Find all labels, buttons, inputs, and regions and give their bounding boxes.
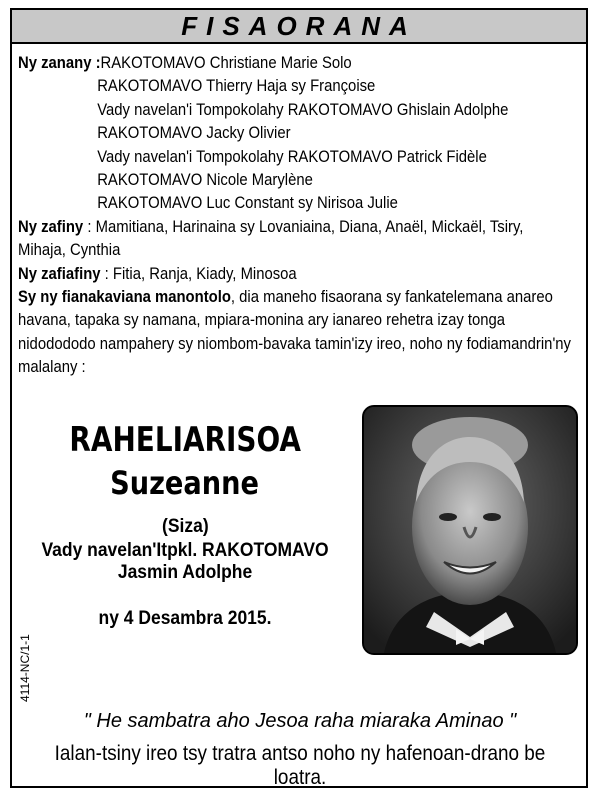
children-line-1: [18, 52, 584, 75]
deceased-block: [20, 420, 350, 630]
reference-code: 4114-NC/1-1: [18, 634, 32, 702]
death-date: ny 4 Desambra 2015.: [98, 608, 272, 629]
child-name: RAKOTOMAVO Jacky Olivier: [97, 124, 291, 143]
children-label: Ny zanany :: [18, 54, 101, 72]
child-name: Vady navelan'i Tompokolahy RAKOTOMAVO Patrick Fidèle: [97, 147, 487, 166]
child-name: RAKOTOMAVO Luc Constant sy Nirisoa Julie: [97, 194, 398, 213]
deceased-nickname: (Siza): [161, 516, 209, 537]
family-label: Sy ny fianakaviana manontolo: [18, 288, 231, 307]
great-grandchildren-label: Ny zafiafiny: [18, 264, 101, 283]
family-text: , dia maneho fisaorana sy fankatelemana anareo: [230, 288, 553, 307]
notice-title: FISAORANA: [181, 10, 417, 41]
grandchildren-line-1: [18, 216, 584, 239]
child-name: RAKOTOMAVO Christiane Marie Solo: [100, 54, 352, 72]
family-line-2: havana, tapaka sy namana, mpiara-monina ary ianareo rehetra izay tonga: [18, 311, 506, 330]
notice-body: [18, 52, 584, 380]
family-line-3: nidodododo nampahery sy niombom-bavaka tamin'izy ireo, noho ny fodiamandrin'ny: [18, 334, 571, 353]
grandchildren-text: : Mamitiana, Harinaina sy Lovaniaina, Diana, Anaël, Mickaël, Tsiry,: [83, 217, 524, 236]
closing-text: Ialan-tsiny ireo tsy tratra antso noho ny hafenoan-drano be loatra.: [54, 742, 546, 789]
spouse-line-1: Vady navelan'Itpkl. RAKOTOMAVO: [41, 540, 329, 561]
child-name: RAKOTOMAVO Thierry Haja sy Françoise: [97, 77, 376, 96]
child-name: RAKOTOMAVO Nicole Marylène: [97, 171, 313, 190]
great-grandchildren-text: : Fitia, Ranja, Kiady, Minosoa: [100, 264, 297, 283]
portrait-icon: [364, 407, 576, 653]
family-line-1: [18, 286, 584, 309]
spouse-line-2: Jasmin Adolphe: [117, 562, 253, 583]
deceased-firstname: Suzeanne: [110, 464, 260, 502]
child-name: Vady navelan'i Tompokolahy RAKOTOMAVO Ghislain Adolphe: [97, 100, 509, 119]
notice-header: [12, 10, 586, 44]
portrait-photo: [362, 405, 578, 655]
great-grandchildren-line: [18, 263, 584, 286]
deceased-surname: RAHELIARISOA: [69, 420, 301, 460]
grandchildren-line-2: Mihaja, Cynthia: [18, 241, 121, 260]
quote-text: " He sambatra aho Jesoa raha miaraka Aminao ": [83, 710, 517, 732]
family-line-4: malalany :: [18, 358, 86, 377]
grandchildren-label: Ny zafiny: [18, 217, 84, 236]
